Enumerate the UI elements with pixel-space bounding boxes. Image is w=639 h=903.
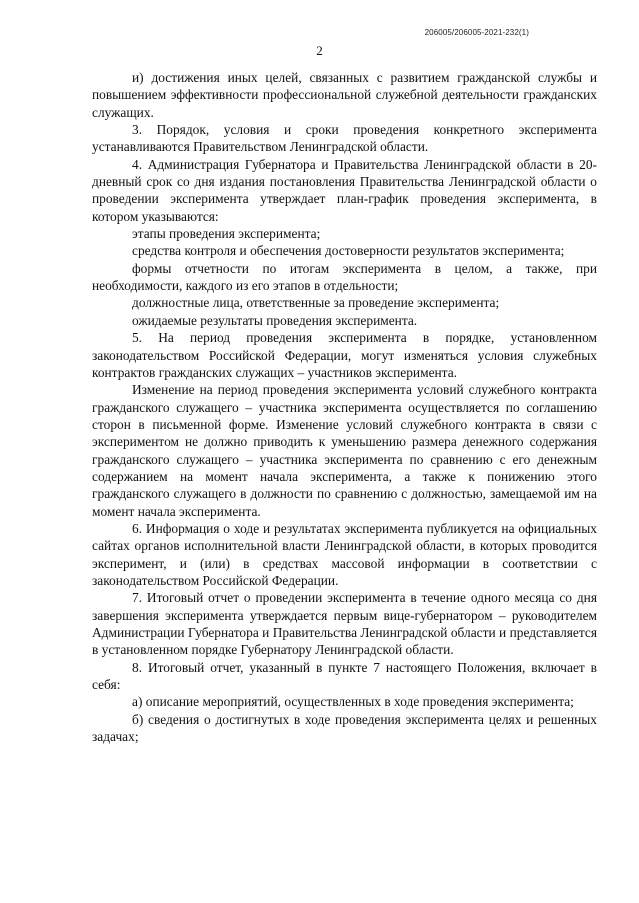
list-item-control: средства контроля и обеспечения достоверности результатов эксперимента;: [132, 243, 565, 259]
document-body: [92, 69, 597, 745]
paragraph-4: 4. Администрация Губернатора и Правительства Ленинградской области в 20-дневный срок со дня издания постановления Правительства Ленинградской области о проведении эксперимента утверждает план-график проведения эксперимента, в котором указываются:: [92, 156, 597, 224]
paragraph-5: 5. На период проведения эксперимента в порядке, установленном законодательством Российской Федерации, могут изменяться условия служебных контрактов гражданских служащих – участников эксперимента.: [92, 330, 597, 380]
list-item-reporting: формы отчетности по итогам эксперимента в целом, а также, при необходимости, каждого из его этапов в отдельности;: [92, 260, 597, 294]
paragraph-8: 8. Итоговый отчет, указанный в пункте 7 настоящего Положения, включает в себя:: [92, 659, 597, 693]
list-item-stages: этапы проведения эксперимента;: [132, 226, 321, 242]
document-id: 206005/206005-2021-232(1): [424, 28, 529, 37]
paragraph-5-change: Изменение на период проведения эксперимента условий служебного контракта гражданского служащего – участника эксперимента осуществляется по соглашению сторон в письменной форме. Изменение условий служебного контракта в связи с экспериментом не должно приводить к уменьшению размера денежного содержания гражданского служащего – участника эксперимента по сравнению с его денежным содержанием на момент начала эксперимента, а также к понижению этого гражданского служащего в должности по сравнению с должностью, замещаемой им на момент начала эксперимента.: [92, 382, 597, 519]
paragraph-1-i: и) достижения иных целей, связанных с развитием гражданской службы и повышением эффективности профессиональной служебной деятельности гражданских служащих.: [92, 70, 597, 120]
paragraph-8-a: а) описание мероприятий, осуществленных в ходе проведения эксперимента;: [132, 694, 574, 710]
paragraph-3: 3. Порядок, условия и сроки проведения конкретного эксперимента устанавливаются Правительством Ленинградской области.: [92, 122, 597, 155]
list-item-officials: должностные лица, ответственные за проведение эксперимента;: [132, 295, 500, 311]
list-item-expected-results: ожидаемые результаты проведения эксперимента.: [132, 312, 418, 328]
page-number: 2: [316, 43, 323, 58]
paragraph-8-b: б) сведения о достигнутых в ходе проведения эксперимента целях и решенных задачах;: [92, 711, 597, 745]
paragraph-6: 6. Информация о ходе и результатах эксперимента публикуется на официальных сайтах органов исполнительной власти Ленинградской области, в которых проводится эксперимент, и (или) в средствах массовой информации в соответствии с законодательством Российской Федерации.: [92, 520, 597, 588]
paragraph-7: 7. Итоговый отчет о проведении эксперимента в течение одного месяца со дня завершения эксперимента утверждается первым вице-губернатором – руководителем Администрации Губернатора и Правительства Ленинградской области и представляется в установленном порядке Губернатору Ленинградской области.: [92, 590, 597, 658]
